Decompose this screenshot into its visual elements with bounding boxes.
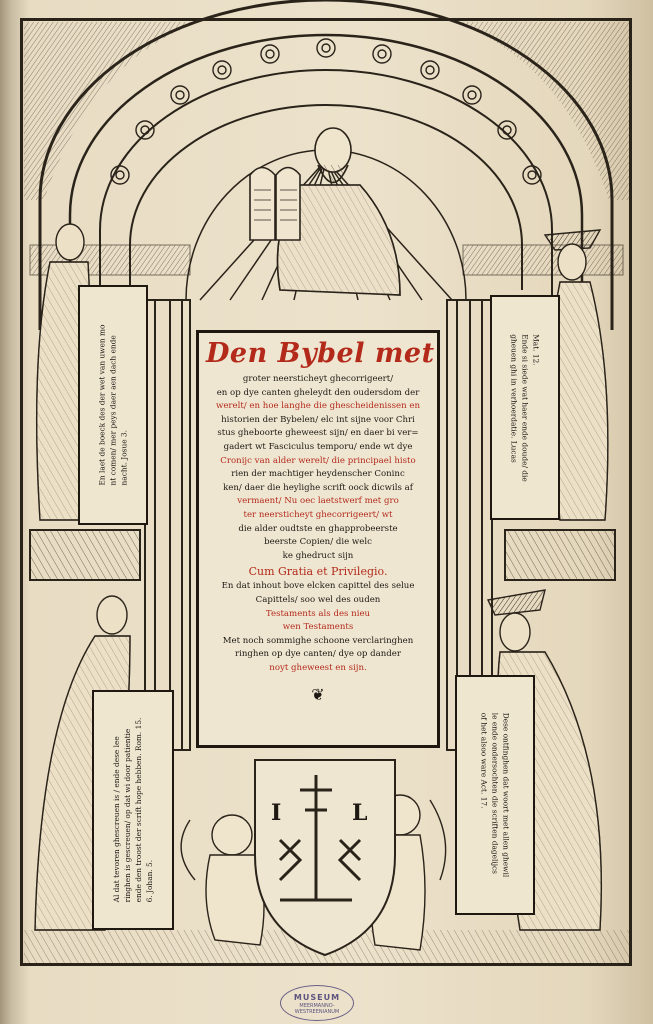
title-line: die alder oudtste en ghapprobeerste <box>238 523 398 534</box>
upper-right-scroll <box>490 295 560 520</box>
scroll-line: ringhen is gescreuen/ op dat wi door patientie <box>123 728 132 903</box>
museum-stamp <box>280 985 354 1021</box>
stamp-line-2: MEERMANNO-WESTREENIANUM <box>294 1003 340 1015</box>
upper-right-scroll-text <box>509 334 542 482</box>
scroll-line: Al dat tevoren ghescreuen is / ende dese lee <box>112 736 121 903</box>
title-text <box>206 373 430 675</box>
scroll-line: of het alsoo ware Act. 17. <box>479 712 489 809</box>
title-line: stus gheboorte gheweest sijn/ en daer bi ver= <box>217 428 419 439</box>
title-line: Cronijc van alder werelt/ die principael histo <box>220 455 416 466</box>
upper-left-scroll <box>78 285 148 525</box>
title-line: werelt/ en hoe langhe die ghescheidenissen en <box>215 401 421 412</box>
title-line: Capittels/ soo wel des ouden <box>255 594 381 605</box>
title-panel <box>196 330 440 748</box>
stamp-line-1: MUSEUM <box>293 993 341 1002</box>
title-line: wen Testaments <box>282 622 354 633</box>
scroll-line: ende den troost der scrift hope hebben. Rom. 15. <box>134 717 143 903</box>
scroll-line: Mat. 12. <box>531 333 541 366</box>
lower-left-scroll-text <box>111 718 155 903</box>
scroll-line: le ende ondersochten die scriften dagelijcs <box>490 712 500 874</box>
upper-left-scroll-text <box>97 325 130 486</box>
scroll-line: En laet de boeck des der wet van uwen mo <box>97 324 107 486</box>
lower-right-scroll <box>455 675 535 915</box>
lower-left-scroll <box>92 690 174 930</box>
title-line: ringhen op dye canten/ dye op dander <box>235 649 401 660</box>
title-line: En dat inhout bove elcken capittel des selue <box>221 581 415 592</box>
title-line: ter neersticheyt ghecorrigeert/ wt <box>243 509 393 520</box>
shield-letter-left: I <box>271 800 282 826</box>
title-line: Met noch sommighe schoone verclaringhen <box>222 635 414 646</box>
shield-letter-right: L <box>352 800 368 826</box>
title-line: historien der Bybelen/ elc int sijne voor Chri <box>221 414 415 425</box>
title-line: gadert wt Fasciculus temporu/ ende wt dye <box>223 441 413 452</box>
scroll-line: nacht. Josue 3. <box>119 429 129 486</box>
title-line: rien der machtiger heydenscher Coninc <box>231 469 405 480</box>
title-line: en op dye canten gheleydt den oudersdom der <box>216 387 420 398</box>
title-line: Testaments als des nieu <box>265 608 371 619</box>
title-line: ken/ daer die heylighe scrift oock dicwils af <box>223 482 413 493</box>
leaf-ornament-icon: ❦ <box>311 685 325 705</box>
title-heading: Den Bybel met <box>206 338 435 369</box>
title-line: groter neersticheyt ghecorrigeert/ <box>242 374 394 384</box>
title-line: vermaent/ Nu oec laetstwerf met gro <box>237 496 399 507</box>
scroll-line: gheuen ghi in verhoerdatie. Lucas <box>509 333 519 463</box>
scroll-line: Dese ontfinghen dat woort met allen ghewil <box>501 712 511 878</box>
scroll-line: Ende si siede wat haer ende doude/ die <box>520 333 530 482</box>
lower-right-scroll-text <box>479 713 512 877</box>
title-line: ke ghedruct sijn <box>282 550 354 561</box>
title-line: beerste Copien/ die welc <box>264 537 372 548</box>
title-line: Cum Gratia et Privilegio. <box>248 565 388 579</box>
scroll-line: 6. Johan. 5. <box>145 859 154 903</box>
scroll-line: nt comen/ mer peys daer aen dach ende <box>108 335 118 486</box>
title-line: noyt gheweest en sijn. <box>269 662 367 673</box>
